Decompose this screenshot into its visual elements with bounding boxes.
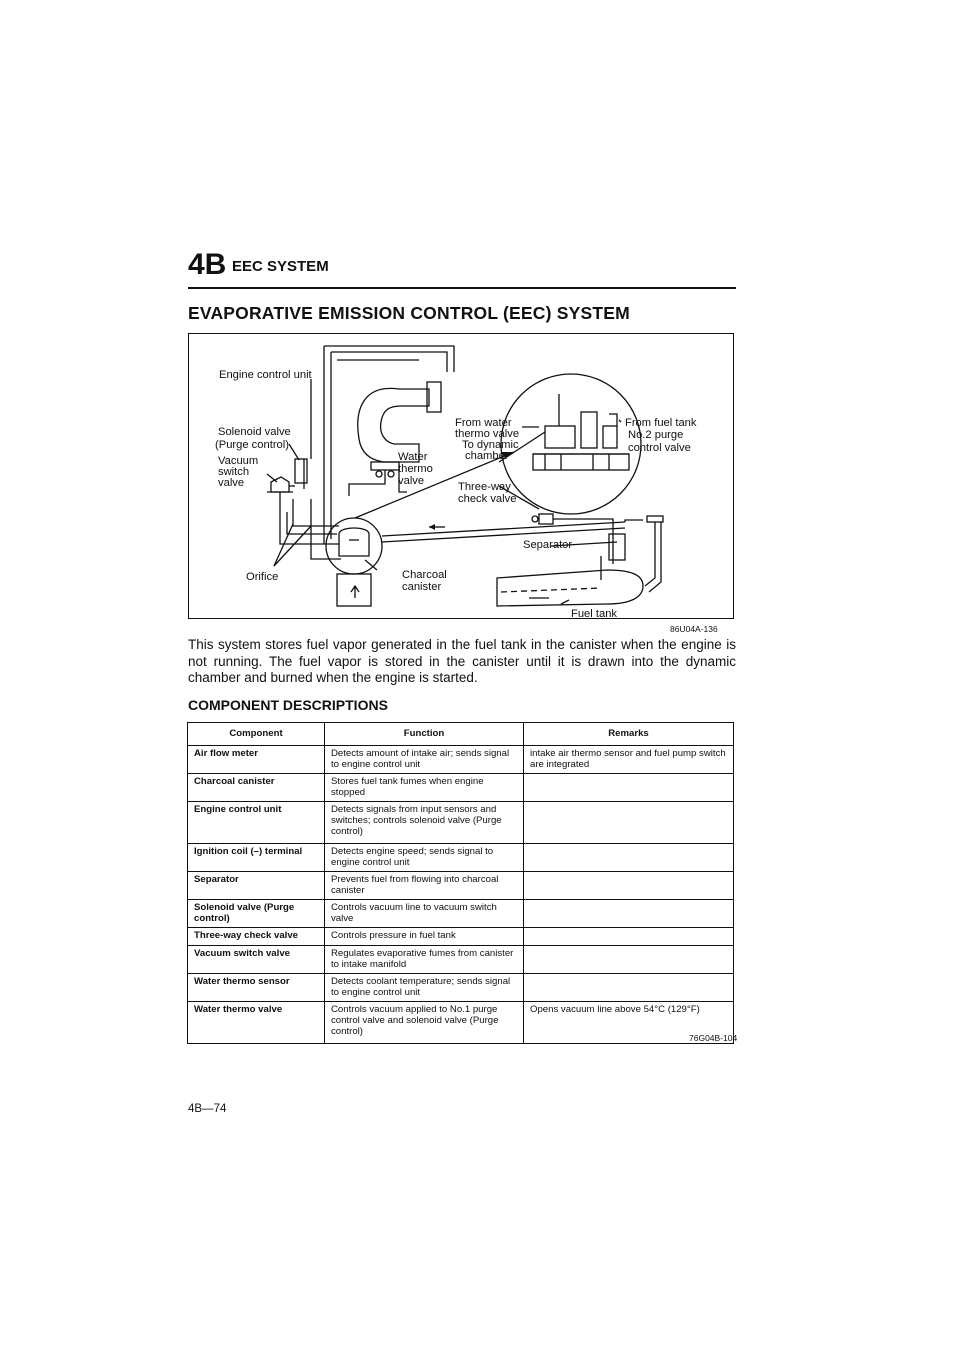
label-canister: canister xyxy=(402,581,442,593)
cell-component: Charcoal canister xyxy=(188,774,325,802)
diagram-svg xyxy=(189,334,735,620)
cell-remarks xyxy=(524,872,734,900)
cell-component: Engine control unit xyxy=(188,802,325,844)
label-thermo: thermo xyxy=(398,463,433,475)
column-header-component: Component xyxy=(188,723,325,746)
section-title-header: EEC SYSTEM xyxy=(232,258,329,275)
label-engine-control-unit: Engine control unit xyxy=(219,369,312,381)
component-descriptions-heading: COMPONENT DESCRIPTIONS xyxy=(188,697,388,713)
table-row xyxy=(188,900,734,928)
cell-remarks: intake air thermo sensor and fuel pump switch are integrated xyxy=(524,746,734,774)
label-separator: Separator xyxy=(523,539,573,551)
cell-function: Prevents fuel from flowing into charcoal canister xyxy=(325,872,524,900)
label-no2-purge: No.2 purge xyxy=(628,429,684,441)
three-way-check-valve xyxy=(539,514,553,524)
cell-remarks xyxy=(524,802,734,844)
label-switch: switch xyxy=(218,466,250,478)
intro-paragraph: This system stores fuel vapor generated in the fuel tank in the canister when the engine is not running. The fuel vapor is stored in the canister until it is drawn into the dynamic chamber and burned when the engine is started. xyxy=(188,637,736,685)
label-thermo-valve: valve xyxy=(398,475,425,487)
label-three-way: Three-way xyxy=(458,481,511,493)
cell-function: Controls vacuum line to vacuum switch valve xyxy=(325,900,524,928)
section-code: 4B xyxy=(188,248,227,281)
cell-remarks xyxy=(524,974,734,1002)
table-row xyxy=(188,746,734,774)
table-row xyxy=(188,1002,734,1044)
hose-top xyxy=(324,346,454,372)
label-check-valve: check valve xyxy=(458,493,517,505)
cell-component: Ignition coil (–) terminal xyxy=(188,844,325,872)
cell-component: Water thermo valve xyxy=(188,1002,325,1044)
header-divider xyxy=(188,287,736,289)
cell-remarks xyxy=(524,774,734,802)
label-from-fuel-tank: From fuel tank xyxy=(625,417,697,429)
label-water: Water xyxy=(398,451,428,463)
table-row xyxy=(188,872,734,900)
label-fuel-tank: Fuel tank xyxy=(571,608,618,620)
cell-component: Air flow meter xyxy=(188,746,325,774)
cell-remarks xyxy=(524,900,734,928)
label-valve: valve xyxy=(218,477,245,489)
cell-component: Solenoid valve (Purge control) xyxy=(188,900,325,928)
cell-function: Detects engine speed; sends signal to engine control unit xyxy=(325,844,524,872)
fuel-tank-shape xyxy=(497,570,643,606)
label-control-valve: control valve xyxy=(628,442,691,454)
figure-code: 86U04A-136 xyxy=(670,624,718,634)
page-number: 4B—74 xyxy=(188,1103,227,1115)
detail-magnifier xyxy=(501,374,641,514)
label-vacuum: Vacuum xyxy=(218,455,259,467)
cell-remarks xyxy=(524,844,734,872)
label-to-dynamic: To dynamic xyxy=(462,439,519,451)
label-orifice: Orifice xyxy=(246,571,279,583)
cell-component: Separator xyxy=(188,872,325,900)
table-row xyxy=(188,774,734,802)
label-thermo-valve-2: thermo valve xyxy=(455,428,520,440)
label-from-water: From water xyxy=(455,417,512,429)
cell-function: Regulates evaporative fumes from canister to intake manifold xyxy=(325,946,524,974)
table-row xyxy=(188,844,734,872)
table-row xyxy=(188,946,734,974)
table-row xyxy=(188,928,734,946)
cell-function: Stores fuel tank fumes when engine stopped xyxy=(325,774,524,802)
table-header-row xyxy=(188,723,734,746)
charcoal-canister xyxy=(326,518,382,574)
cell-function: Detects signals from input sensors and switches; controls solenoid valve (Purge control) xyxy=(325,802,524,844)
column-header-remarks: Remarks xyxy=(524,723,734,746)
cell-remarks xyxy=(524,946,734,974)
table-code: 76G04B-104 xyxy=(689,1033,738,1043)
label-charcoal: Charcoal xyxy=(402,569,447,581)
cell-function: Detects coolant temperature; sends signal to engine control unit xyxy=(325,974,524,1002)
cell-component: Vacuum switch valve xyxy=(188,946,325,974)
cell-function: Controls pressure in fuel tank xyxy=(325,928,524,946)
column-header-function: Function xyxy=(325,723,524,746)
page-title: EVAPORATIVE EMISSION CONTROL (EEC) SYSTEM xyxy=(188,303,630,323)
separator xyxy=(609,534,625,560)
component-table xyxy=(187,722,734,1044)
cell-function: Controls vacuum applied to No.1 purge control valve and solenoid valve (Purge control) xyxy=(325,1002,524,1044)
cell-component: Three-way check valve xyxy=(188,928,325,946)
cell-component: Water thermo sensor xyxy=(188,974,325,1002)
table-row xyxy=(188,802,734,844)
solenoid-valve xyxy=(295,459,307,483)
eec-system-diagram xyxy=(188,333,734,619)
cell-function: Detects amount of intake air; sends signal to engine control unit xyxy=(325,746,524,774)
cell-remarks: Opens vacuum line above 54°C (129°F) xyxy=(524,1002,734,1044)
label-purge-control: (Purge control) xyxy=(215,439,289,451)
table-row xyxy=(188,974,734,1002)
label-chamber: chamber xyxy=(465,450,509,462)
label-solenoid-valve: Solenoid valve xyxy=(218,426,291,438)
cell-remarks xyxy=(524,928,734,946)
